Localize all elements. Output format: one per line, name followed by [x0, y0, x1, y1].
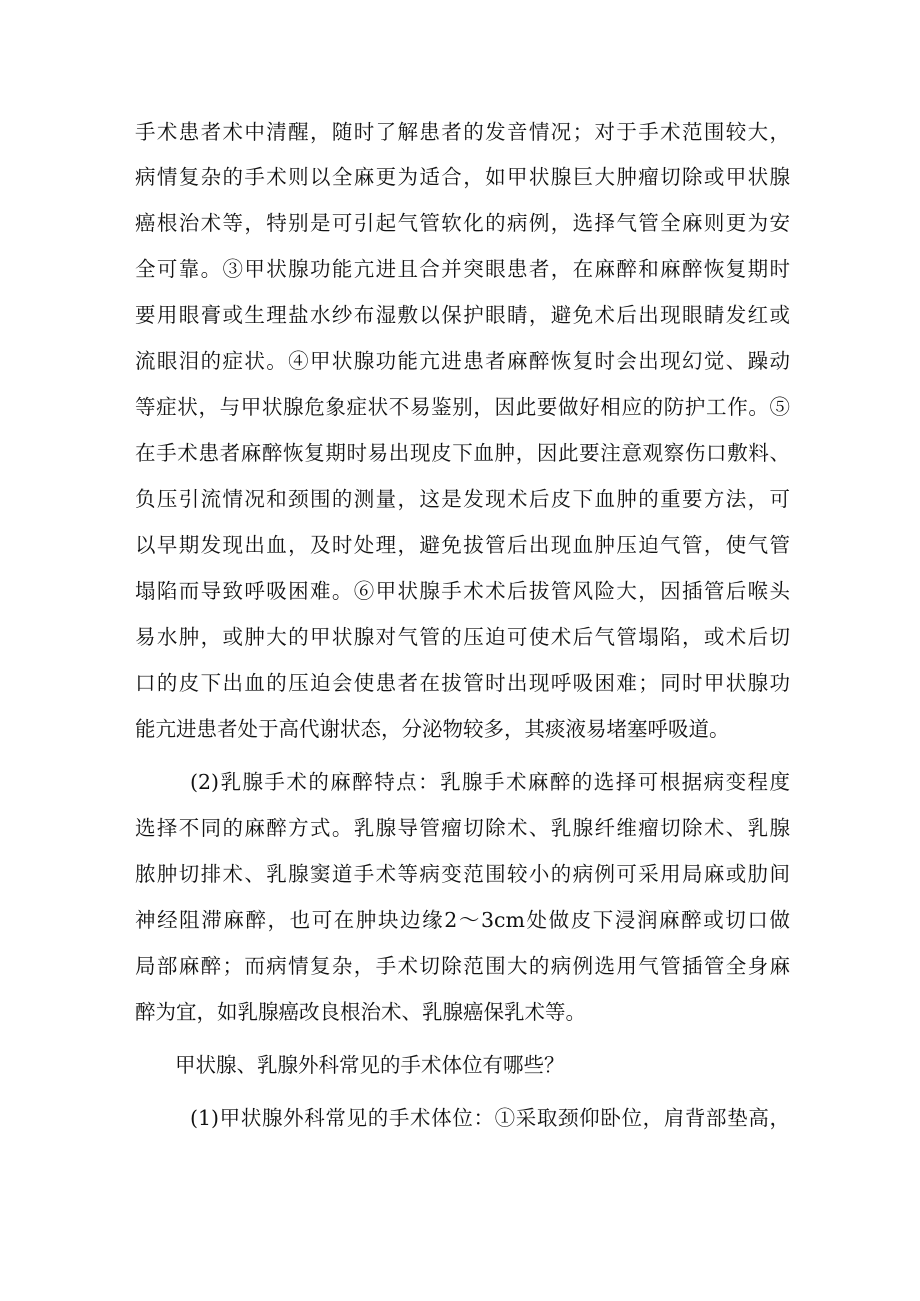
text-line: 要用眼膏或生理盐水纱布湿敷以保护眼睛，避免术后出现眼睛发红或 — [135, 303, 790, 327]
text-line: 易水肿，或肿大的甲状腺对气管的压迫可使术后气管塌陷，或术后切 — [135, 625, 790, 649]
text-line: 手术患者术中清醒，随时了解患者的发音情况；对于手术范围较大， — [135, 120, 790, 144]
text-line: 以早期发现出血，及时处理，避免拔管后出现血肿压迫气管，使气管 — [135, 533, 790, 557]
text-line: 流眼泪的症状。④甲状腺功能亢进患者麻醉恢复时会出现幻觉、躁动 — [135, 349, 790, 373]
paragraph-heading-line: (1)甲状腺外科常见的手术体位：①采取颈仰卧位，肩背部垫高， — [190, 1106, 790, 1130]
text-line: 口的皮下出血的压迫会使患者在拔管时出现呼吸困难；同时甲状腺功 — [135, 671, 790, 695]
text-line: 神经阻滞麻醉，也可在肿块边缘2～3cm处做皮下浸润麻醉或切口做 — [135, 908, 790, 932]
text-line: 癌根治术等，特别是可引起气管软化的病例，选择气管全麻则更为安 — [135, 211, 790, 235]
text-line: 负压引流情况和颈围的测量，这是发现术后皮下血肿的重要方法，可 — [135, 487, 790, 511]
text-line: 选择不同的麻醉方式。乳腺导管瘤切除术、乳腺纤维瘤切除术、乳腺 — [135, 816, 790, 840]
text-line: 醉为宜，如乳腺癌改良根治术、乳腺癌保乳术等。 — [135, 1000, 586, 1024]
paragraph-heading-line: (2)乳腺手术的麻醉特点：乳腺手术麻醉的选择可根据病变程度 — [190, 770, 790, 794]
text-line: 塌陷而导致呼吸困难。⑥甲状腺手术术后拔管风险大，因插管后喉头 — [135, 579, 790, 603]
question-heading: 甲状腺、乳腺外科常见的手术体位有哪些？ — [175, 1053, 565, 1077]
text-line: 能亢进患者处于高代谢状态，分泌物较多，其痰液易堵塞呼吸道。 — [135, 717, 730, 741]
text-line: 全可靠。③甲状腺功能亢进且合并突眼患者，在麻醉和麻醉恢复期时 — [135, 257, 790, 281]
text-line: 病情复杂的手术则以全麻更为适合，如甲状腺巨大肿瘤切除或甲状腺 — [135, 165, 790, 189]
text-line: 脓肿切排术、乳腺窦道手术等病变范围较小的病例可采用局麻或肋间 — [135, 862, 790, 886]
text-line: 在手术患者麻醉恢复期时易出现皮下血肿，因此要注意观察伤口敷料、 — [135, 441, 790, 465]
text-line: 局部麻醉；而病情复杂，手术切除范围大的病例选用气管插管全身麻 — [135, 954, 790, 978]
text-line: 等症状，与甲状腺危象症状不易鉴别，因此要做好相应的防护工作。⑤ — [135, 395, 790, 419]
